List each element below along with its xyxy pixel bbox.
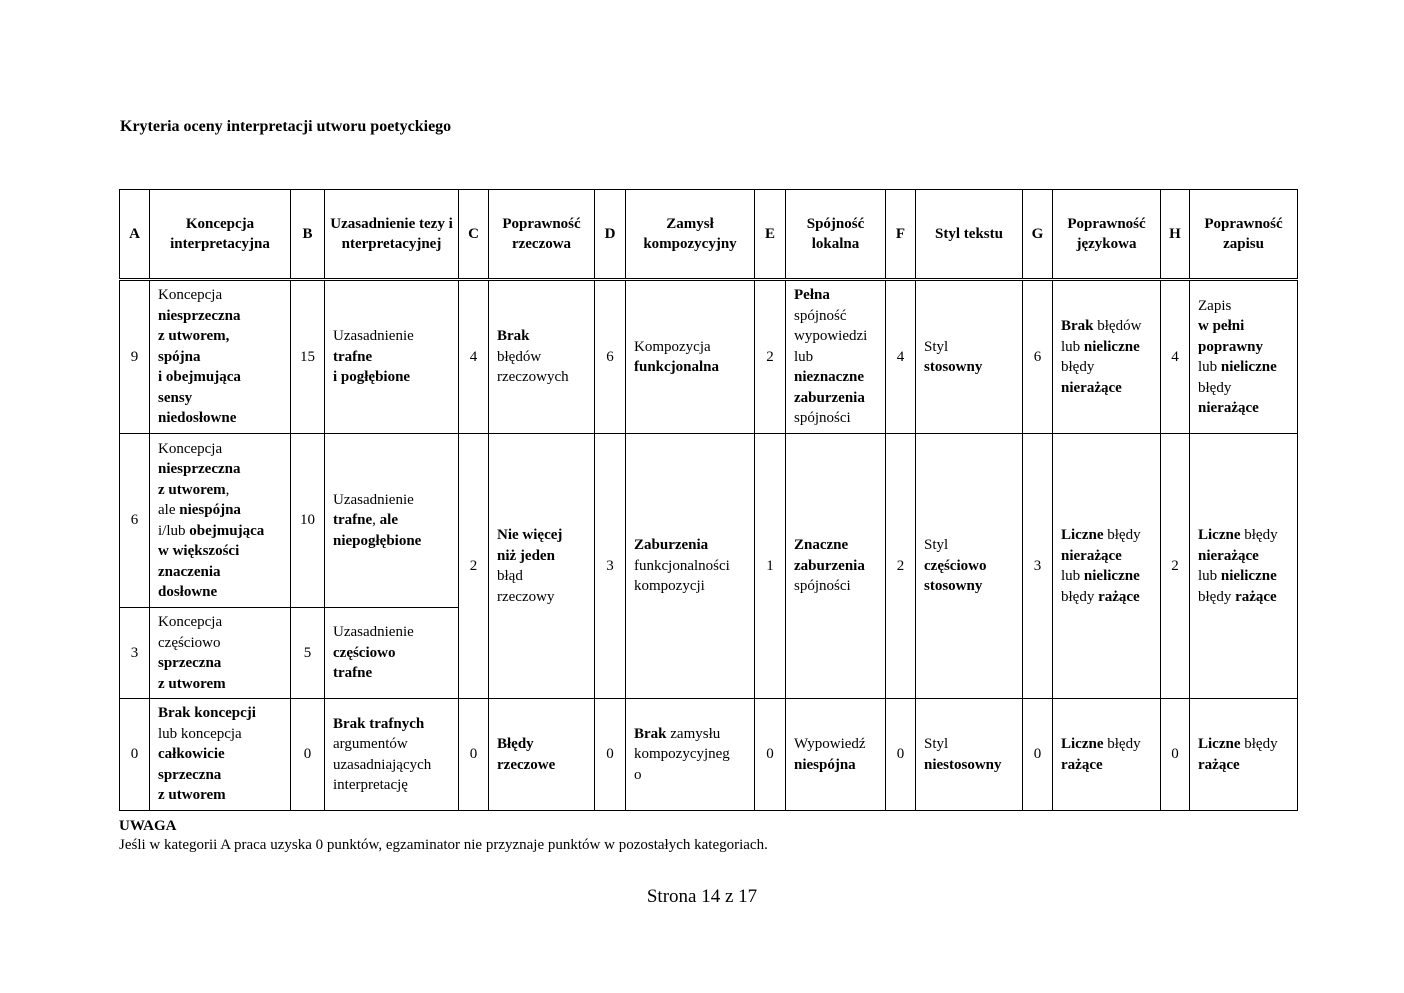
text: błędy [1198, 588, 1236, 605]
bold-text: niestosowny [924, 756, 1002, 773]
criterion-cell [1190, 280, 1298, 434]
bold-text: Zaburzenia [634, 537, 709, 554]
header-row [120, 190, 1298, 280]
bold-text: niespójna [794, 756, 856, 773]
header-poprawnosc-zapisu: Poprawność zapisu [1190, 190, 1298, 280]
text: błędy [1061, 588, 1099, 605]
bold-text: Brak koncepcji [158, 705, 256, 722]
document-title: Kryteria oceny interpretacji utworu poetyckiego [120, 118, 452, 135]
bold-text: nierażące [1198, 547, 1259, 564]
points-cell: 4 [886, 280, 916, 434]
text: Zapis [1198, 297, 1232, 314]
header-poprawnosc-jezykowa: Poprawność językowa [1053, 190, 1161, 280]
points-cell: 2 [1161, 434, 1190, 699]
criterion-cell [325, 434, 459, 608]
table-row [120, 699, 1298, 811]
bold-text: Brak trafnych [333, 715, 425, 732]
text: i/lub [158, 522, 190, 539]
text: zamysłu kompozycyjneg o [634, 725, 730, 783]
bold-text: nierażące [1198, 400, 1259, 416]
points-cell: 0 [291, 699, 325, 811]
criterion-cell [489, 699, 595, 811]
bold-text: niesprzeczna z utworem, spójna i obejmująca sensy niedosłowne [158, 307, 241, 427]
text: błędy [1103, 527, 1141, 543]
bold-text: nieliczne [1220, 568, 1277, 584]
text: lub [1198, 568, 1221, 584]
bold-text: ale niepogłębione [333, 512, 422, 549]
points-cell: 6 [1023, 280, 1053, 434]
criterion-cell [1190, 434, 1298, 699]
points-cell: 3 [1023, 434, 1053, 699]
header-col-h: H [1161, 190, 1190, 280]
text: spójność wypowiedzi lub [794, 307, 868, 365]
header-uzasadnienie: Uzasadnienie tezy interpretacyjnej [325, 190, 459, 280]
text: błędy [1198, 379, 1232, 396]
criterion-cell [150, 699, 291, 811]
bold-text: trafne [333, 512, 373, 529]
points-cell: 2 [886, 434, 916, 699]
header-col-e: E [755, 190, 786, 280]
bold-text: częściowo trafne [333, 644, 396, 682]
bold-text: rażące [1235, 588, 1277, 605]
points-cell: 6 [120, 434, 150, 608]
header-col-a: A [120, 190, 150, 280]
text: Styl [924, 338, 949, 355]
bold-text: Brak [634, 725, 667, 742]
points-cell: 1 [755, 434, 786, 699]
text: , [372, 512, 380, 529]
text: błędów rzeczowych [497, 348, 569, 386]
text: Wypowiedź [794, 736, 866, 752]
bold-text: sprzeczna z utworem [158, 655, 226, 692]
bold-text: trafne i pogłębione [333, 348, 411, 386]
text: błędy [1240, 736, 1278, 752]
criterion-cell [150, 434, 291, 608]
bold-text: nieznaczne zaburzenia [794, 369, 865, 406]
text: błąd rzeczowy [497, 568, 555, 605]
bold-text: rażące [1198, 756, 1240, 773]
bold-text: nierażące [1061, 547, 1122, 564]
header-col-d: D [595, 190, 626, 280]
bold-text: całkowicie sprzeczna z utworem [158, 746, 226, 804]
text: lub [1198, 359, 1221, 375]
text: Uzasadnienie [333, 624, 414, 641]
text: Koncepcja [158, 287, 223, 304]
bold-text: rażące [1061, 756, 1103, 773]
bold-text: Pełna [794, 287, 830, 304]
header-koncepcja: Koncepcja interpretacyjna [150, 190, 291, 280]
criterion-cell [1190, 699, 1298, 811]
text: funkcjonalności kompozycji [634, 557, 730, 595]
text: Uzasadnienie [333, 491, 414, 508]
points-cell: 0 [595, 699, 626, 811]
text: , ale [158, 481, 230, 518]
table-row [120, 434, 1298, 608]
text: spójności [794, 578, 851, 595]
criterion-cell [150, 280, 291, 434]
criterion-cell [626, 280, 755, 434]
points-cell: 0 [1161, 699, 1190, 811]
header-col-b: B [291, 190, 325, 280]
bold-text: stosowny [924, 359, 983, 375]
criterion-cell [489, 280, 595, 434]
bold-text: Błędy rzeczowe [497, 736, 556, 773]
text: spójności [794, 410, 851, 427]
criterion-cell [325, 608, 459, 699]
criterion-cell [786, 434, 886, 699]
bold-text: funkcjonalna [634, 359, 720, 375]
header-spojnosc: Spójność lokalna [786, 190, 886, 280]
points-cell: 10 [291, 434, 325, 608]
text: Koncepcja częściowo [158, 614, 223, 651]
criterion-cell [489, 434, 595, 699]
header-col-f: F [886, 190, 916, 280]
text: Koncepcja [158, 440, 223, 457]
criterion-cell [916, 434, 1023, 699]
points-cell: 9 [120, 280, 150, 434]
points-cell: 0 [886, 699, 916, 811]
note-block [119, 817, 768, 855]
criterion-cell [786, 699, 886, 811]
page-number: Strona 14 z 17 [646, 886, 758, 907]
points-cell: 4 [1161, 280, 1190, 434]
text: Styl [924, 537, 949, 554]
bold-text: Brak [497, 328, 530, 345]
bold-text: częściowo stosowny [924, 557, 987, 595]
points-cell: 3 [595, 434, 626, 699]
text: błędy [1103, 736, 1141, 752]
note-text: Jeśli w kategorii A praca uzyska 0 punktów, egzaminator nie przyznaje punktów w pozostałych kategoriach. [119, 837, 768, 853]
points-cell: 2 [755, 280, 786, 434]
bold-text: nierażące [1061, 379, 1122, 396]
bold-text: niesprzeczna z utworem [158, 461, 241, 498]
text: lub koncepcja [158, 725, 242, 742]
text: Kompozycja [634, 338, 711, 355]
points-cell: 3 [120, 608, 150, 699]
criterion-cell [150, 608, 291, 699]
points-cell: 5 [291, 608, 325, 699]
criterion-cell [325, 699, 459, 811]
bold-text: nieliczne [1220, 359, 1277, 375]
text: Uzasadnienie [333, 328, 414, 345]
criterion-cell [1053, 280, 1161, 434]
bold-text: Liczne [1198, 527, 1241, 543]
criteria-table [119, 189, 1298, 811]
bold-text: niespójna [179, 502, 241, 518]
bold-text: nieliczne [1083, 568, 1140, 584]
bold-text: Nie więcej niż jeden [497, 527, 563, 564]
text: błędów lub [1061, 318, 1142, 355]
header-col-g: G [1023, 190, 1053, 280]
points-cell: 0 [1023, 699, 1053, 811]
criterion-cell [916, 699, 1023, 811]
bold-text: Znaczne zaburzenia [794, 537, 865, 574]
bold-text: Liczne [1061, 527, 1104, 543]
bold-text: Brak [1061, 318, 1094, 334]
criterion-cell [325, 280, 459, 434]
bold-text: nieliczne [1083, 338, 1140, 355]
criterion-cell [626, 699, 755, 811]
text: argumentów uzasadniających interpretację [333, 736, 432, 793]
note-label: UWAGA [119, 818, 177, 834]
text: błędy [1061, 359, 1095, 375]
criterion-cell [1053, 434, 1161, 699]
text: lub [1061, 568, 1084, 584]
bold-text: Liczne [1198, 736, 1241, 752]
points-cell: 2 [459, 434, 489, 699]
bold-text: w pełni poprawny [1198, 318, 1264, 355]
table-row [120, 280, 1298, 434]
points-cell: 0 [120, 699, 150, 811]
points-cell: 4 [459, 280, 489, 434]
header-zamysl: Zamysł kompozycyjny [626, 190, 755, 280]
header-col-c: C [459, 190, 489, 280]
text: błędy [1240, 527, 1278, 543]
criterion-cell [626, 434, 755, 699]
points-cell: 15 [291, 280, 325, 434]
bold-text: rażące [1098, 588, 1140, 605]
points-cell: 0 [755, 699, 786, 811]
criterion-cell [1053, 699, 1161, 811]
header-poprawnosc-rzeczowa: Poprawność rzeczowa [489, 190, 595, 280]
points-cell: 6 [595, 280, 626, 434]
points-cell: 0 [459, 699, 489, 811]
text: Styl [924, 736, 949, 752]
criterion-cell [786, 280, 886, 434]
bold-text: obejmująca w większości znaczenia dosłowne [158, 522, 265, 600]
criterion-cell [916, 280, 1023, 434]
bold-text: Liczne [1061, 736, 1104, 752]
header-styl: Styl tekstu [916, 190, 1023, 280]
